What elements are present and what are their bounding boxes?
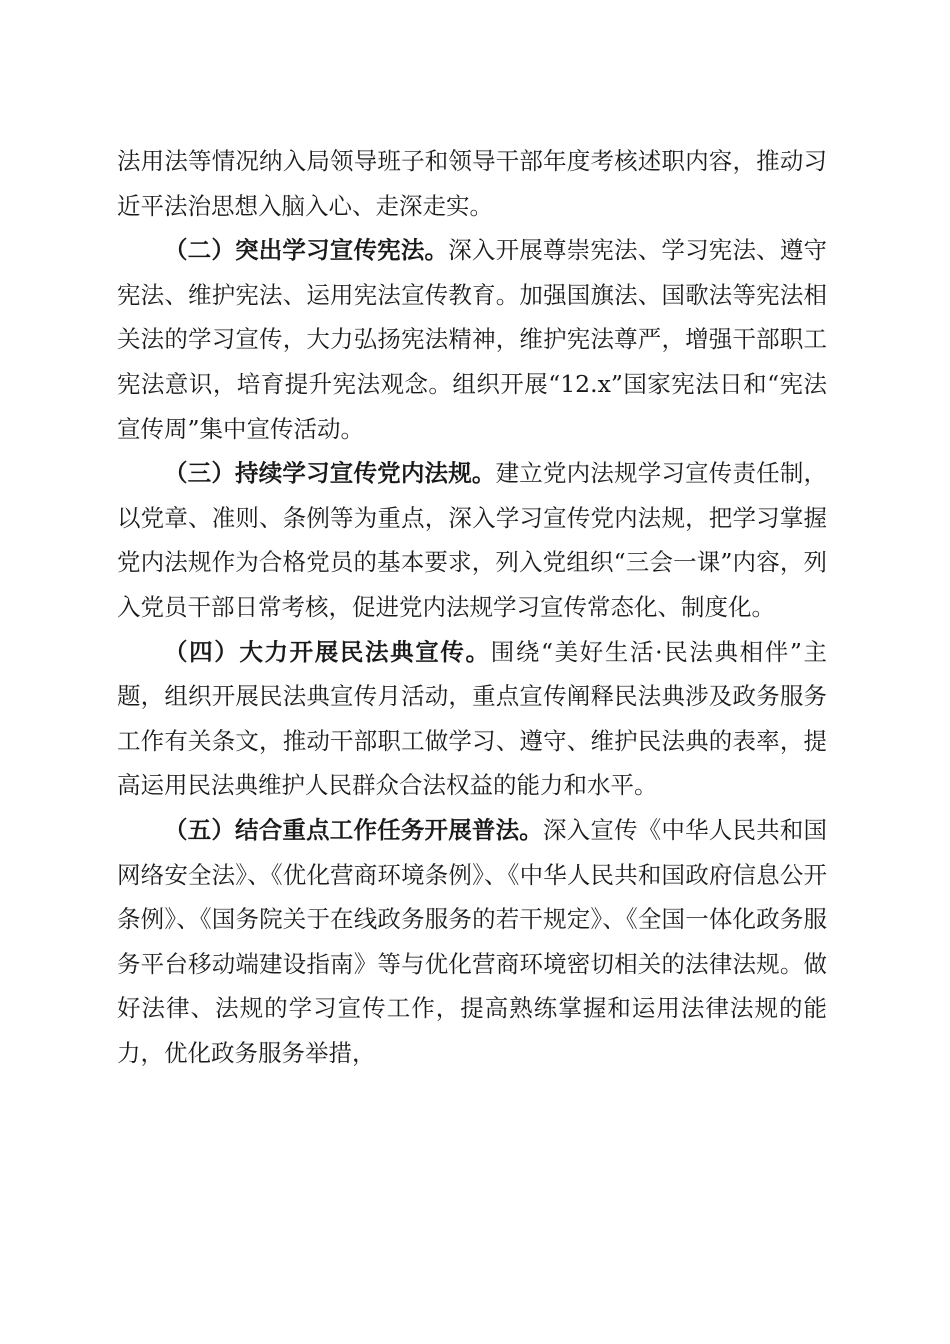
- paragraph-section-2: [117, 228, 827, 451]
- paragraph-text: 法用法等情况纳入局领导班子和领导干部年度考核述职内容，推动习近平法治思想入脑入心、走深走实。: [117, 147, 827, 220]
- paragraph-section-4: [117, 630, 827, 808]
- section-heading: （四）大力开展民法典宣传。: [164, 637, 491, 666]
- paragraph-text: 深入开展尊崇宪法、学习宪法、遵守宪法、维护宪法、运用宪法宣传教育。加强国旗法、国歌法等宪法相关法的学习宣传，大力弘扬宪法精神，维护宪法尊严，增强干部职工宪法意识，培育提升宪法观念。组织开展“12.x”国家宪法日和“宪法宣传周”集中宣传活动。: [117, 236, 828, 443]
- paragraph-section-3: [117, 451, 827, 629]
- document-body: [117, 139, 827, 1075]
- paragraph-text: 建立党内法规学习宣传责任制，以党章、准则、条例等为重点，深入学习宣传党内法规，把学习掌握党内法规作为合格党员的基本要求，列入党组织“三会一课”内容，列入党员干部日常考核，促进党内法规学习宣传常态化、制度化。: [117, 459, 828, 621]
- paragraph-text: 深入宣传《中华人民共和国网络安全法》、《优化营商环境条例》、《中华人民共和国政府信息公开条例》、《国务院关于在线政务服务的若干规定》、《全国一体化政务服务平台移动端建设指南》等与优化营商环境密切相关的法律法规。做好法律、法规的学习宣传工作，提高熟练掌握和运用法律法规的能力，优化政务服务举措，: [117, 815, 828, 1067]
- paragraph-section-5: [117, 808, 827, 1076]
- paragraph-text: 围绕“美好生活·民法典相伴”主题，组织开展民法典宣传月活动，重点宣传阐释民法典涉及政务服务工作有关条文，推动干部职工做学习、遵守、维护民法典的表率，提高运用民法典维护人民群众合法权益的能力和水平。: [117, 637, 827, 800]
- paragraph-continuation: [117, 139, 827, 228]
- section-heading: （三）持续学习宣传党内法规。: [164, 459, 496, 488]
- section-heading: （五）结合重点工作任务开展普法。: [164, 815, 543, 844]
- section-heading: （二）突出学习宣传宪法。: [164, 236, 449, 265]
